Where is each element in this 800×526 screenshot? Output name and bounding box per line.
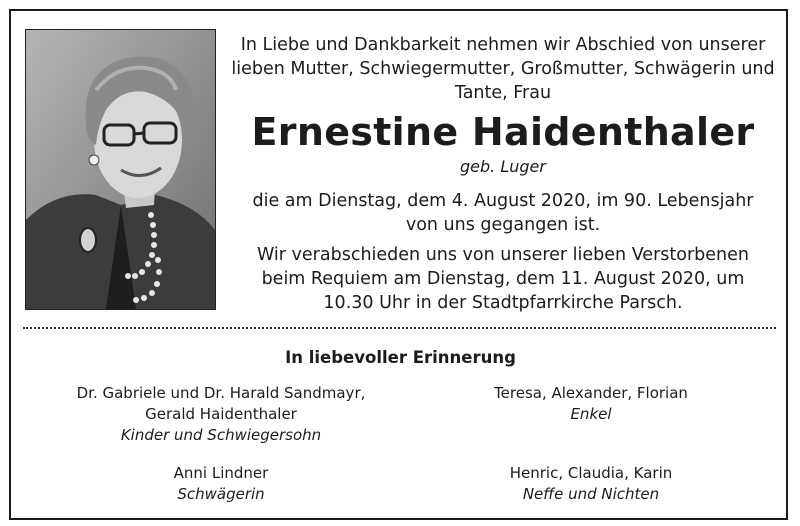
death-notice — [229, 189, 777, 237]
death-line-1: die am Dienstag, dem 4. August 2020, im 90. Lebensjahr — [252, 191, 754, 211]
mourner-relation: Enkel — [570, 405, 612, 423]
mourner-name: Teresa, Alexander, Florian — [494, 384, 688, 402]
mourner-group — [41, 383, 401, 446]
intro-text — [229, 33, 777, 105]
requiem-notice — [229, 243, 777, 315]
intro-line-3: Tante, Frau — [454, 83, 552, 103]
requiem-line-3: 10.30 Uhr in der Stadtpfarrkirche Parsch. — [323, 293, 683, 313]
mourner-name: Henric, Claudia, Karin — [509, 464, 673, 482]
dotted-divider — [23, 327, 776, 329]
intro-line-2: lieben Mutter, Schwiegermutter, Großmutter, Schwägerin und — [231, 59, 775, 79]
mourner-name: Anni Lindner — [173, 464, 269, 482]
mourner-name: Dr. Gabriele und Dr. Harald Sandmayr, — [76, 384, 366, 402]
mourner-group — [411, 383, 771, 425]
mourner-group — [411, 463, 771, 505]
intro-line-1: In Liebe und Dankbarkeit nehmen wir Abschied von unserer — [240, 35, 766, 55]
portrait-illustration — [26, 30, 215, 309]
mourner-relation: Kinder und Schwiegersohn — [120, 426, 322, 444]
birth-name: geb. Luger — [460, 157, 546, 176]
obituary-card — [9, 9, 788, 520]
death-line-2: von uns gegangen ist. — [405, 215, 601, 235]
portrait-photo — [25, 29, 216, 310]
deceased-name: Ernestine Haidenthaler — [251, 110, 755, 154]
mourner-name: Gerald Haidenthaler — [145, 405, 297, 423]
requiem-line-1: Wir verabschieden uns von unserer lieben Verstorbenen — [257, 245, 749, 265]
memory-heading: In liebevoller Erinnerung — [285, 348, 516, 367]
mourner-group — [41, 463, 401, 505]
mourner-relation: Neffe und Nichten — [522, 485, 660, 503]
mourner-relation: Schwägerin — [177, 485, 265, 503]
requiem-line-2: beim Requiem am Dienstag, dem 11. August 2020, um — [261, 269, 745, 289]
